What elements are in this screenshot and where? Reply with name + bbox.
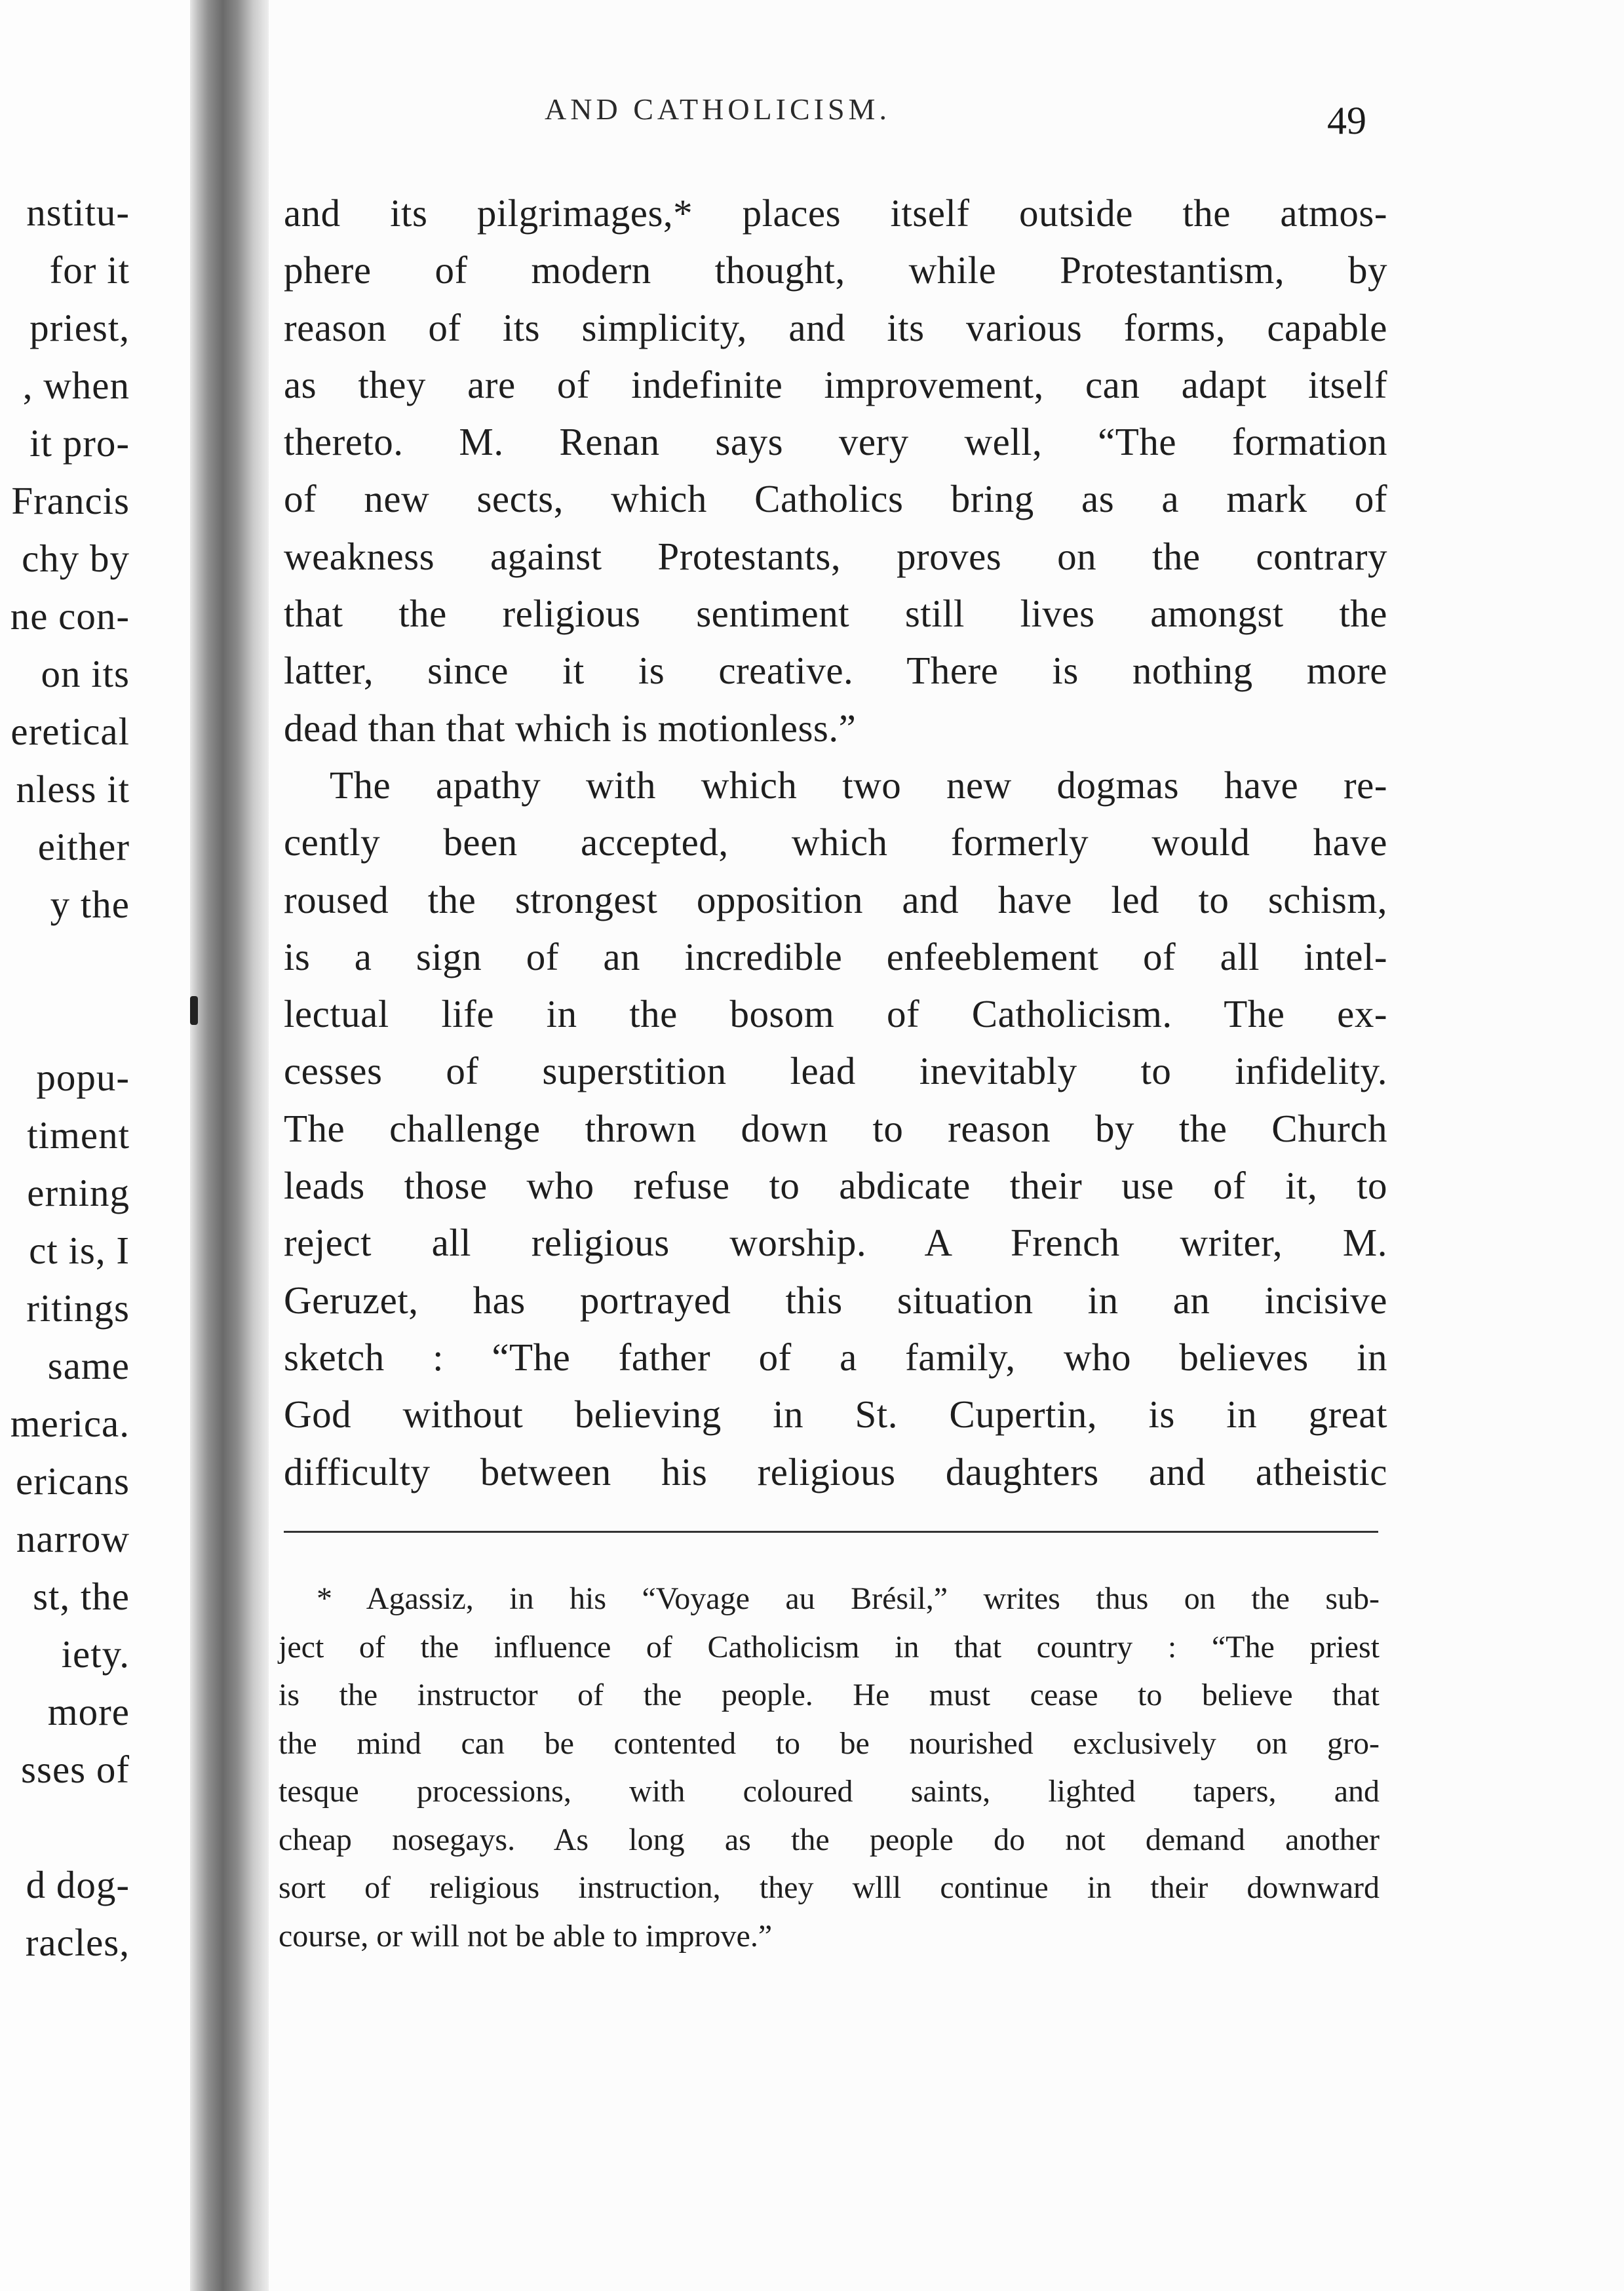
left-line [0, 991, 130, 1049]
left-page-fragment [0, 0, 190, 2291]
left-line: eretical [10, 710, 130, 753]
body-line: The challenge thrown down to reason by the Church [284, 1106, 1387, 1150]
body-line: weakness against Protestants, proves on the contrary [284, 534, 1387, 578]
left-line: ericans [15, 1459, 130, 1503]
left-line: either [37, 825, 130, 868]
left-line: racles, [25, 1921, 130, 1964]
left-line: st, the [33, 1575, 130, 1618]
body-line: is a sign of an incredible enfeeblement of all intel- [284, 934, 1387, 978]
body-line: cently been accepted, which formerly would have [284, 820, 1387, 864]
body-line: sketch : “The father of a family, who believes in [284, 1335, 1387, 1379]
footnote-line: course, or will not be able to improve.” [279, 1918, 773, 1954]
left-line: nstitu- [26, 191, 130, 234]
left-line: same [47, 1344, 130, 1387]
left-line: ritings [26, 1286, 130, 1330]
footnote-line: ject of the influence of Catholicism in that country : “The priest [279, 1629, 1380, 1665]
body-line: reason of its simplicity, and its various forms, capable [284, 305, 1387, 349]
left-line: timent [27, 1113, 130, 1157]
left-line: y the [50, 883, 130, 926]
body-line: Geruzet, has portrayed this situation in an incisive [284, 1278, 1387, 1322]
running-head: AND CATHOLICISM. [545, 92, 891, 126]
body-line: lectual life in the bosom of Catholicism. The ex- [284, 992, 1387, 1036]
body-line: cesses of superstition lead inevitably to infidelity. [284, 1049, 1387, 1093]
body-line: phere of modern thought, while Protestantism, by [284, 248, 1387, 292]
footnote-line: * Agassiz, in his “Voyage au Brésil,” writes thus on the sub- [317, 1581, 1380, 1616]
left-line: narrow [16, 1517, 130, 1560]
left-line [0, 933, 130, 991]
left-line: iety. [61, 1632, 130, 1676]
body-line: that the religious sentiment still lives amongst the [284, 592, 1387, 636]
body-line: reject all religious worship. A French writer, M. [284, 1221, 1387, 1265]
gutter-mark [190, 996, 198, 1025]
left-line: , when [22, 364, 130, 407]
body-line: of new sects, which Catholics bring as a mark of [284, 477, 1387, 521]
left-line: more [47, 1690, 130, 1733]
body-line: God without believing in St. Cupertin, is in great [284, 1393, 1387, 1436]
left-line: it pro- [29, 421, 130, 465]
footnote-rule [284, 1531, 1378, 1533]
body-line: dead than that which is motionless.” [284, 706, 857, 750]
footnote-line: cheap nosegays. As long as the people do not demand another [279, 1822, 1380, 1857]
body-line: difficulty between his religious daughters and atheistic [284, 1450, 1387, 1493]
left-line: merica. [10, 1402, 130, 1445]
body-line: leads those who refuse to abdicate their use of it, to [284, 1164, 1387, 1208]
left-line [0, 1798, 130, 1856]
left-line: popu- [36, 1056, 130, 1099]
body-text [284, 185, 1387, 1501]
page-number: 49 [1327, 99, 1366, 142]
left-line: sses of [21, 1748, 130, 1791]
footnote-line: the mind can be contented to be nourished exclusively on gro- [279, 1725, 1380, 1761]
book-gutter-shadow [190, 0, 269, 2291]
footnote-line: is the instructor of the people. He must cease to believe that [279, 1678, 1380, 1712]
left-line: d dog- [26, 1863, 130, 1906]
left-line: Francis [11, 479, 130, 522]
left-line: for it [49, 248, 130, 292]
left-line: chy by [22, 537, 130, 580]
footnote-line: sort of religious instruction, they wlll continue in their downward [279, 1870, 1380, 1905]
left-line: nless it [16, 767, 130, 811]
left-line: on its [41, 652, 130, 695]
body-line: roused the strongest opposition and have led to schism, [284, 877, 1387, 921]
left-line: ne con- [10, 594, 130, 638]
body-line: thereto. M. Renan says very well, “The formation [284, 420, 1387, 464]
paragraph-start-line: The apathy with which two new dogmas have re- [330, 763, 1387, 807]
body-line: and its pilgrimages,* places itself outside the atmos- [284, 191, 1387, 235]
left-page-text [0, 183, 130, 1971]
left-line: erning [27, 1171, 130, 1214]
left-line: priest, [29, 306, 130, 349]
body-line: as they are of indefinite improvement, can adapt itself [284, 362, 1387, 406]
body-line: latter, since it is creative. There is nothing more [284, 649, 1387, 693]
footnote-line: tesque processions, with coloured saints, lighted tapers, and [279, 1774, 1380, 1809]
footnote [279, 1575, 1380, 1960]
left-line: ct is, I [29, 1229, 130, 1272]
